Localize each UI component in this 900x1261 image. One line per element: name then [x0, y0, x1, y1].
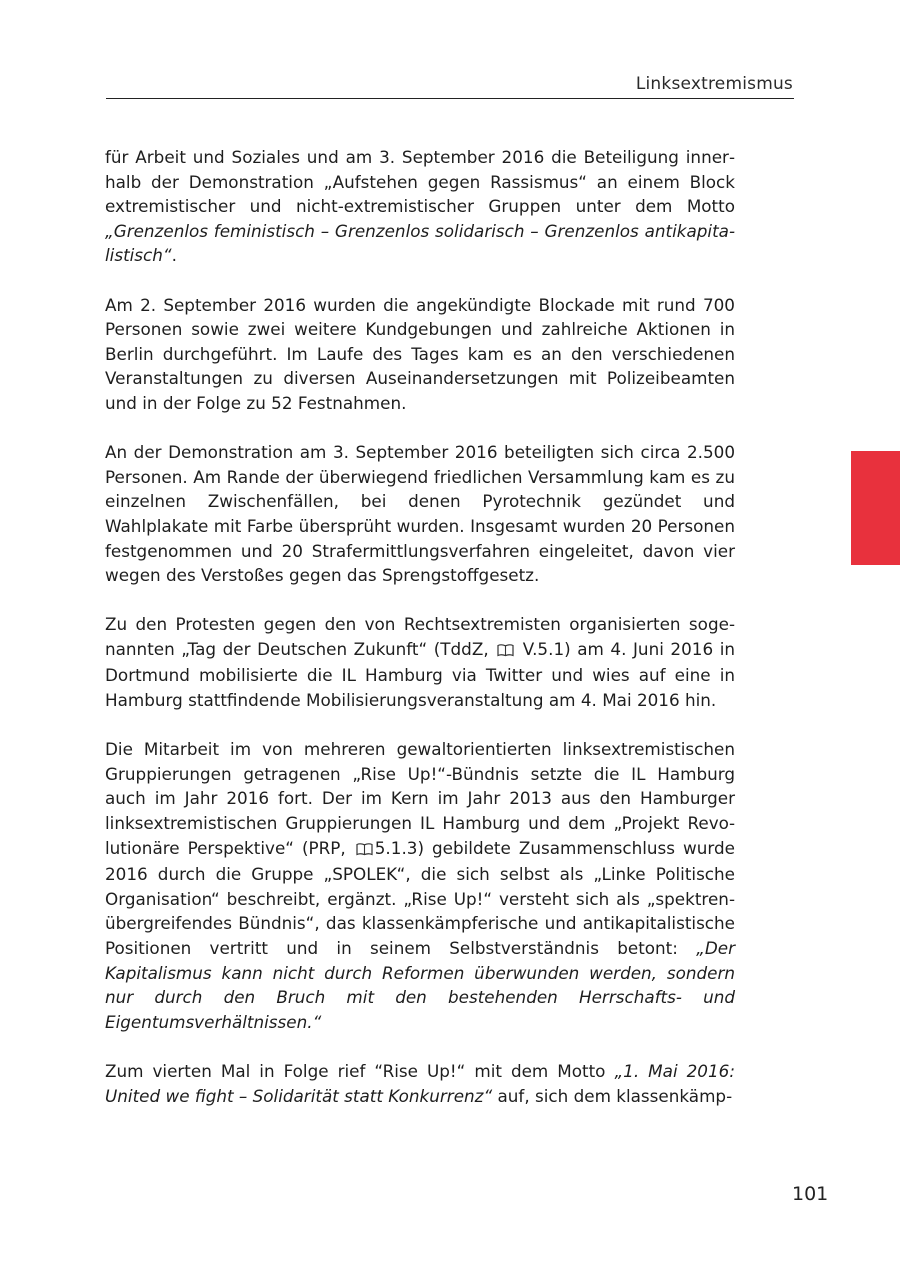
- body-text: [105, 145, 735, 1133]
- paragraph-6: Zum vierten Mal in Folge rief “Rise Up!“ mit dem Motto „1. Mai 2016: United we fight – Solidarität statt Konkurrenz“ auf, sich dem klassenkämp-: [105, 1060, 735, 1106]
- paragraph-1: für Arbeit und Soziales und am 3. September 2016 die Beteiligung innerhalb der Demonstration „Aufstehen gegen Rassismus“ an einem Block extremistischer und nicht-extremistischer Gruppen unter dem Motto „Grenzenlos feministisch – Grenzenlos solidarisch – Grenzenlos antikapitalistisch“.: [105, 147, 735, 266]
- running-header: Linksextremismus: [635, 74, 793, 94]
- quote-self-understanding: „Der Kapitalismus kann nicht durch Reformen überwunden werden, sondern nur durch den Bruch mit den bestehenden Herrschafts- und Eigentumsverhältnissen.“: [105, 938, 735, 1032]
- paragraph-3: An der Demonstration am 3. September 2016 beteiligten sich circa 2.500 Personen. Am Rande der überwiegend friedlichen Versammlung kam es zu einzelnen Zwischenfällen, bei denen Pyrotechnik gezündet und Wahlplakate mit Farbe übersprüht wurden. Insgesamt wurden 20 Personen festgenommen und 20 Strafermittlungsverfahren eingeleitet, davon vier wegen des Verstoßes gegen das Sprengstoffgesetz.: [105, 442, 735, 586]
- quote-motto: „Grenzenlos feministisch – Grenzenlos solidarisch – Grenzenlos antikapitalistisch“: [105, 220, 735, 266]
- paragraph-4: Zu den Protesten gegen den von Rechtsextremisten organisierten sogenannten „Tag der Deutschen Zukunft“ (TddZ, V.5.1) am 4. Juni 2016 in Dortmund mobilisierte die IL Hamburg via Twitter und wies auf eine in Hamburg stattfindende Mobilisierungsveranstaltung am 4. Mai 2016 hin.: [105, 614, 735, 711]
- chapter-tab-marker: [851, 451, 900, 565]
- paragraph-5: Die Mitarbeit im von mehreren gewaltorientierten linksextremistischen Gruppierungen getragenen „Rise Up!“-Bündnis setzte die IL Hamburg auch im Jahr 2016 fort. Der im Kern im Jahr 2013 aus den Hamburger linksextremistischen Gruppierungen IL Hamburg und dem „Projekt Revolutionäre Perspektive“ (PRP, 5.1.3) gebildete Zusammenschluss wurde 2016 durch die Gruppe „SPOLEK“, die sich selbst als „Linke Politische Organisation“ beschreibt, ergänzt. „Rise Up!“ versteht sich als „spektrenübergreifendes Bündnis“, das klassenkämpferische und antikapitalistische Positionen vertritt und in seinem Selbstverständnis betont: „Der Kapitalismus kann nicht durch Reformen überwunden werden, sondern nur durch den Bruch mit den bestehenden Herrschafts- und Eigentumsverhältnissen.“: [105, 739, 735, 1032]
- page-number: 101: [792, 1183, 829, 1205]
- book-icon[interactable]: [497, 639, 514, 664]
- quote-may-day-motto: „1. Mai 2016: United we fight – Solidarität statt Konkurrenz“: [105, 1060, 735, 1106]
- header-rule: [106, 98, 794, 99]
- book-icon[interactable]: [356, 838, 373, 863]
- paragraph-2: Am 2. September 2016 wurden die angekündigte Blockade mit rund 700 Personen sowie zwei weitere Kundgebungen und zahlreiche Aktionen in Berlin durchgeführt. Im Laufe des Tages kam es an den verschiedenen Veranstaltungen zu diversen Auseinandersetzungen mit Polizeibeamten und in der Folge zu 52 Festnahmen.: [105, 294, 735, 413]
